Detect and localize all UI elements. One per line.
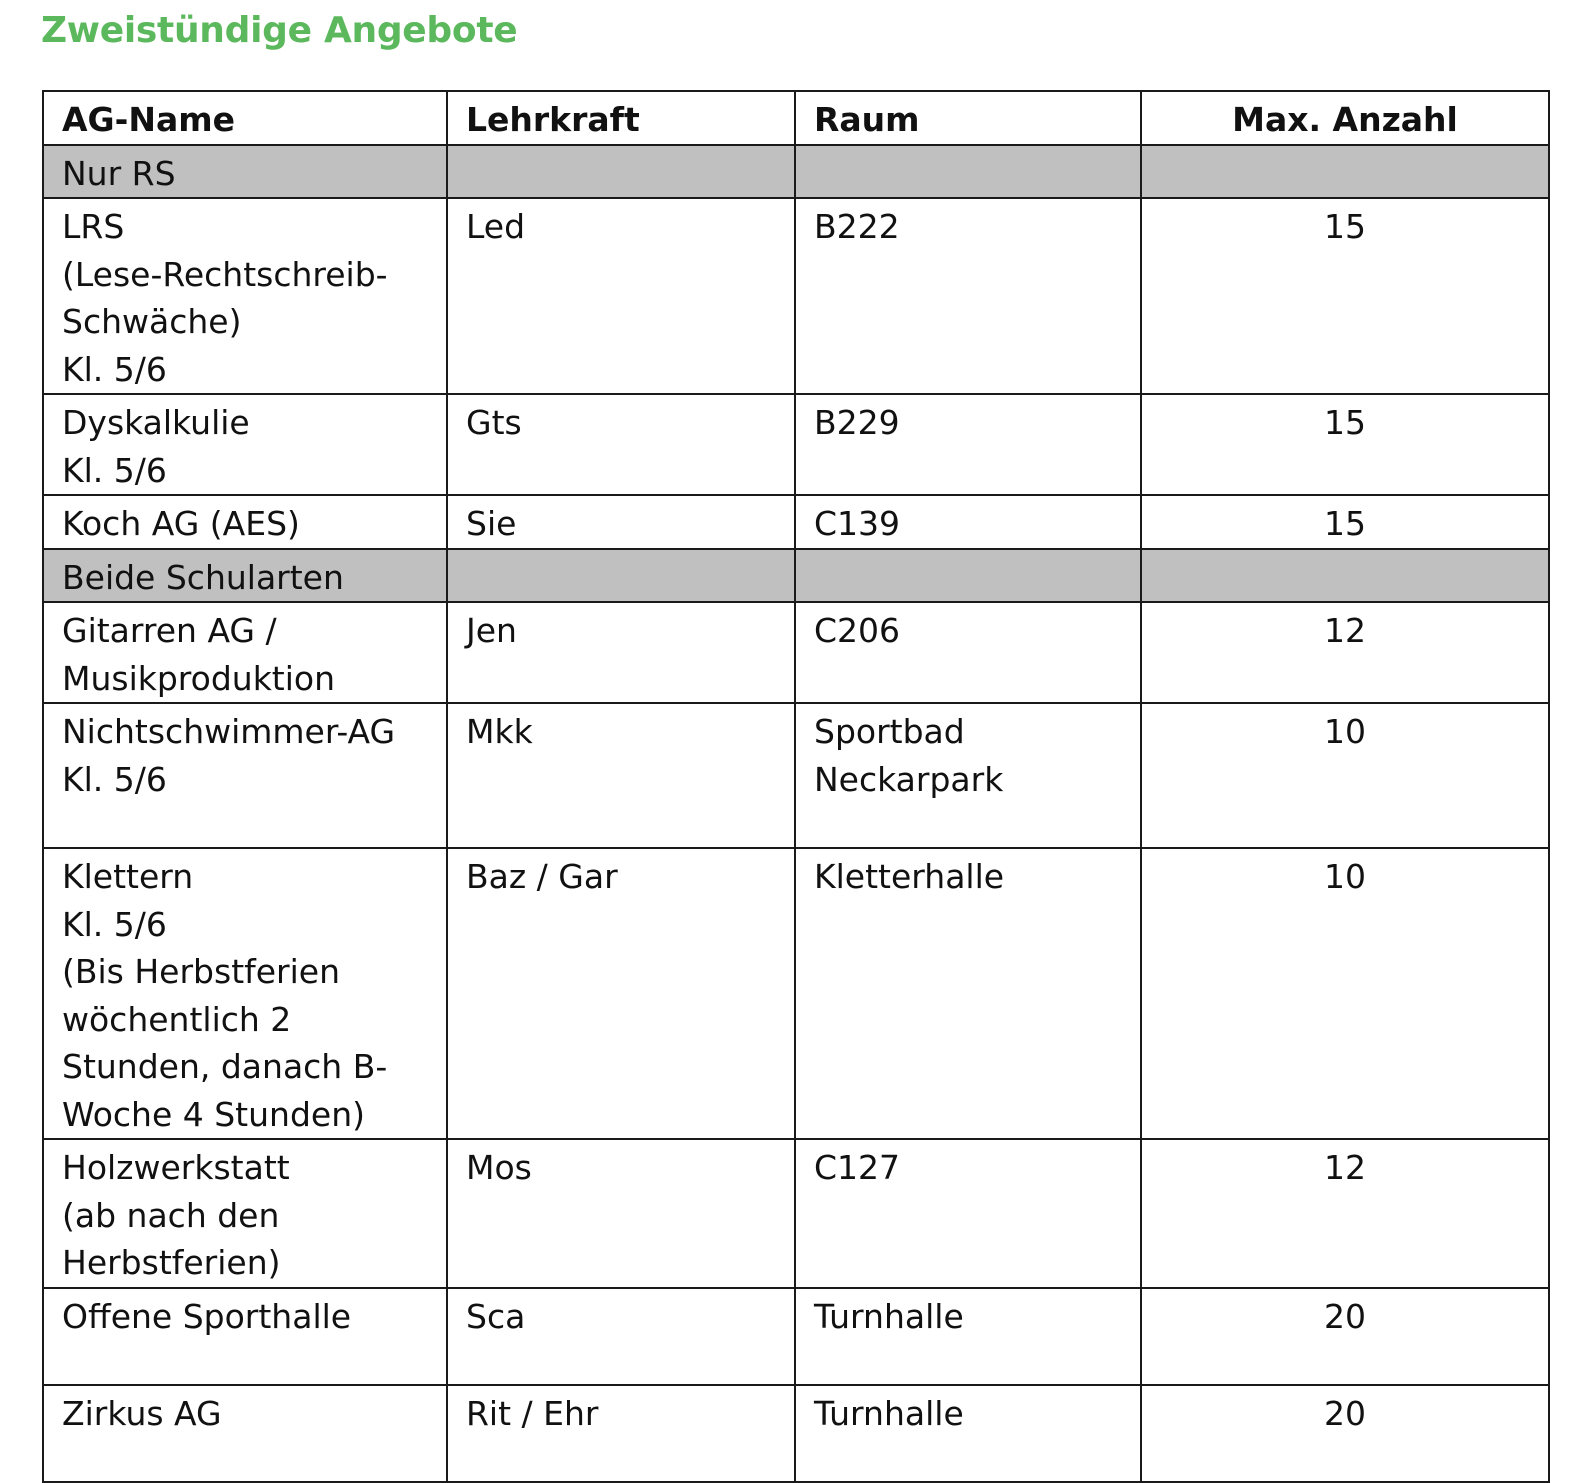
cell-text-line: (Lese-Rechtschreib-: [62, 254, 388, 294]
ag-name-cell: [43, 602, 447, 703]
teacher-cell: [447, 602, 795, 703]
table-row: [43, 703, 1549, 848]
table-row: [43, 394, 1549, 495]
table-body: [43, 145, 1549, 1482]
table-row: [43, 495, 1549, 549]
column-header-max-count: Max. Anzahl: [1141, 91, 1549, 145]
cell-text-line: C139: [814, 504, 901, 543]
teacher-cell: [447, 495, 795, 549]
cell-text-line: Turnhalle: [814, 1393, 964, 1433]
ag-name-cell: [43, 848, 447, 1139]
table-row: [43, 198, 1549, 394]
cell-text-line: Neckarpark: [814, 759, 1004, 799]
cell-text-line: Klettern: [62, 857, 194, 896]
ag-name-cell: [43, 495, 447, 549]
room-cell: [795, 848, 1141, 1139]
max-count-cell: 15: [1141, 495, 1549, 549]
ag-name-cell: [43, 1139, 447, 1288]
cell-text-line: B229: [814, 403, 900, 442]
ag-name-cell: [43, 1288, 447, 1385]
cell-text-line: Gitarren AG /: [62, 611, 277, 650]
ag-name-cell: [43, 703, 447, 848]
cell-text-line: Sportbad: [814, 712, 965, 751]
cell-text-line: Sca: [466, 1296, 526, 1336]
room-cell: [795, 495, 1141, 549]
cell-text-line: Stunden, danach B-: [62, 1047, 388, 1086]
section-empty-cell: [1141, 549, 1549, 603]
ag-name-cell: [43, 1385, 447, 1482]
cell-text-line: Nichtschwimmer-AG: [62, 712, 396, 751]
teacher-cell: [447, 703, 795, 848]
ag-name-cell: [43, 198, 447, 394]
cell-text-line: Kl. 5/6: [62, 349, 167, 389]
table-row: [43, 1288, 1549, 1385]
section-label: [43, 549, 447, 603]
cell-text-line: C127: [814, 1148, 901, 1187]
cell-text-line: Kl. 5/6: [62, 450, 167, 490]
column-header-room: Raum: [795, 91, 1141, 145]
cell-text-line: Gts: [466, 403, 522, 442]
table-header-row: [43, 91, 1549, 145]
section-empty-cell: [795, 549, 1141, 603]
section-empty-cell: [1141, 145, 1549, 199]
max-count-cell: 15: [1141, 198, 1549, 394]
room-cell: [795, 1385, 1141, 1482]
section-empty-cell: [447, 145, 795, 199]
cell-text-line: Herbstferien): [62, 1243, 281, 1282]
column-header-ag-name: AG-Name: [43, 91, 447, 145]
cell-text-line: C206: [814, 611, 901, 650]
max-count-cell: 10: [1141, 703, 1549, 848]
teacher-cell: [447, 1385, 795, 1482]
cell-text-line: Jen: [466, 611, 517, 650]
max-count-cell: 20: [1141, 1288, 1549, 1385]
room-cell: [795, 703, 1141, 848]
cell-text-line: Zirkus AG: [62, 1393, 222, 1433]
cell-text-line: Turnhalle: [814, 1296, 964, 1336]
teacher-cell: [447, 198, 795, 394]
table-row: [43, 1385, 1549, 1482]
room-cell: [795, 602, 1141, 703]
cell-text-line: Dyskalkulie: [62, 403, 250, 442]
cell-text-line: wöchentlich 2: [62, 999, 292, 1039]
cell-text-line: LRS: [62, 207, 125, 246]
cell-text-line: Holzwerkstatt: [62, 1148, 290, 1187]
table-row: [43, 602, 1549, 703]
section-label: [43, 145, 447, 199]
room-cell: [795, 1139, 1141, 1288]
teacher-cell: [447, 394, 795, 495]
room-cell: [795, 1288, 1141, 1385]
cell-text-line: (ab nach den: [62, 1195, 280, 1235]
cell-text-line: Beide Schularten: [62, 557, 344, 597]
cell-text-line: Kl. 5/6: [62, 759, 167, 799]
max-count-cell: 15: [1141, 394, 1549, 495]
room-cell: [795, 198, 1141, 394]
teacher-cell: [447, 848, 795, 1139]
cell-text-line: Mos: [466, 1148, 532, 1187]
cell-text-line: B222: [814, 207, 900, 246]
table-row: [43, 848, 1549, 1139]
teacher-cell: [447, 1288, 795, 1385]
cell-text-line: Led: [466, 207, 526, 246]
cell-text-line: Rit / Ehr: [466, 1393, 599, 1433]
ag-name-cell: [43, 394, 447, 495]
cell-text-line: Woche 4 Stunden): [62, 1094, 365, 1134]
cell-text-line: Baz / Gar: [466, 857, 618, 896]
column-header-teacher: Lehrkraft: [447, 91, 795, 145]
cell-text-line: Schwäche): [62, 302, 242, 341]
cell-text-line: Koch AG (AES): [62, 504, 300, 543]
cell-text-line: Kl. 5/6: [62, 904, 167, 944]
max-count-cell: 10: [1141, 848, 1549, 1139]
teacher-cell: [447, 1139, 795, 1288]
cell-text-line: Kletterhalle: [814, 857, 1005, 896]
page-title: Zweistündige Angebote: [41, 10, 518, 51]
section-empty-cell: [447, 549, 795, 603]
max-count-cell: 20: [1141, 1385, 1549, 1482]
section-row: [43, 549, 1549, 603]
section-row: [43, 145, 1549, 199]
max-count-cell: 12: [1141, 602, 1549, 703]
section-empty-cell: [795, 145, 1141, 199]
cell-text-line: Musikproduktion: [62, 658, 336, 698]
cell-text-line: Sie: [466, 504, 517, 543]
cell-text-line: Mkk: [466, 712, 533, 751]
offers-table: [42, 90, 1550, 1483]
room-cell: [795, 394, 1141, 495]
cell-text-line: Offene Sporthalle: [62, 1296, 352, 1336]
cell-text-line: (Bis Herbstferien: [62, 952, 341, 991]
cell-text-line: Nur RS: [62, 153, 176, 193]
max-count-cell: 12: [1141, 1139, 1549, 1288]
table-row: [43, 1139, 1549, 1288]
